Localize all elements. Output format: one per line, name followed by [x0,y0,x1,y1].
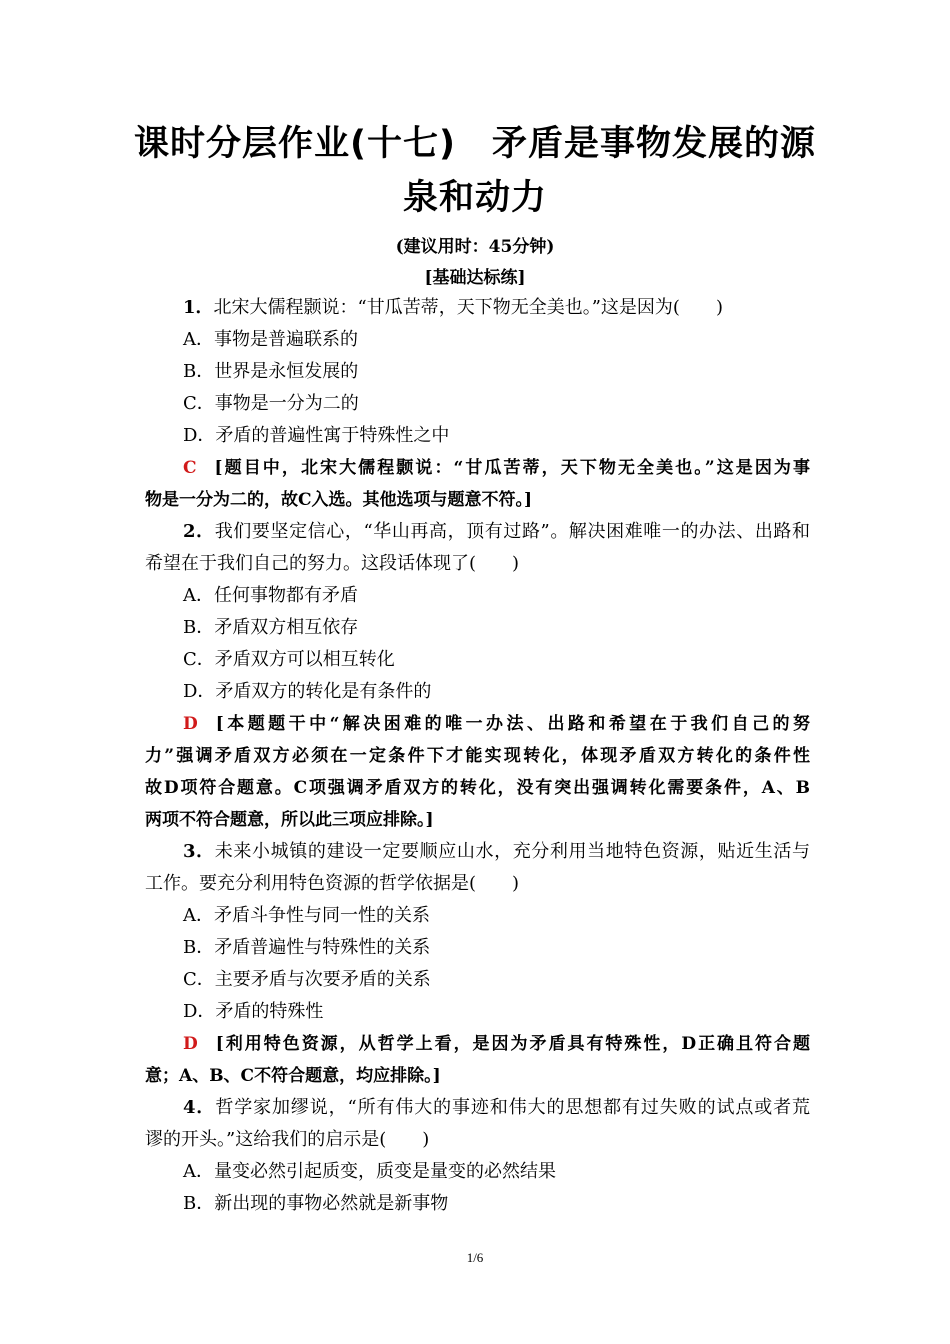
question-1-stem [183,296,810,320]
question-2-stem-line-1: 2．我们要坚定信心，“华山再高，顶有过路”。解决困难唯一的办法、出路和 [183,521,811,542]
question-2-explanation-line-1: D [本题题干中“解决困难的唯一办法、出路和希望在于我们自己的努 [183,714,810,734]
question-3-explanation-line-2: 意；A、B、C不符合题意，均应排除。] [145,1066,441,1086]
question-2-option-d: D．矛盾双方的转化是有条件的 [183,681,432,702]
question-2-explanation-line-2: 力”强调矛盾双方必须在一定条件下才能实现转化，体现矛盾双方转化的条件性 [145,746,810,766]
question-2-explanation-line-3: 故D项符合题意。C项强调矛盾双方的转化，没有突出强调转化需要条件，A、B [145,778,810,798]
suggested-time: (建议用时：45分钟) [395,237,555,257]
question-3-number: 3． [183,841,215,862]
question-1-explanation-line-2: 物是一分为二的，故C入选。其他选项与题意不符。] [145,490,533,510]
question-2-option-c: C．矛盾双方可以相互转化 [183,649,395,670]
question-1-text: 北宋大儒程颢说：“甘瓜苦蒂，天下物无全美也。”这是因为( ) [213,297,723,318]
question-4-stem-line-2: 谬的开头。”这给我们的启示是( ) [145,1129,430,1150]
question-1-number: 1． [183,297,214,318]
question-4-option-a: A．量变必然引起质变，质变是量变的必然结果 [183,1161,556,1182]
page-number: 1/6 [466,1250,484,1265]
question-1-explanation-line-1: C [题目中，北宋大儒程颢说：“甘瓜苦蒂，天下物无全美也。”这是因为事 [183,458,810,478]
question-2-option-b: B．矛盾双方相互依存 [183,617,359,638]
question-1-option-d: D．矛盾的普遍性寓于特殊性之中 [183,425,450,446]
question-1-answer: C [183,458,197,478]
question-3-option-a: A．矛盾斗争性与同一性的关系 [183,905,430,926]
question-1-option-a: A．事物是普遍联系的 [183,329,358,350]
question-3-stem-line-1: 3．未来小城镇的建设一定要顺应山水，充分利用当地特色资源，贴近生活与 [183,841,810,862]
section-heading: [基础达标练] [424,268,526,288]
question-3-answer: D [183,1034,198,1054]
question-4-option-b: B．新出现的事物必然就是新事物 [183,1193,449,1214]
question-2-number: 2． [183,521,215,542]
question-3-stem-line-2: 工作。要充分利用特色资源的哲学依据是( ) [145,873,520,894]
page-title-line-2: 泉和动力 [402,178,547,218]
question-3-explanation-line-1: D [利用特色资源，从哲学上看，是因为矛盾具有特殊性，D正确且符合题 [183,1034,810,1054]
question-2-answer: D [183,714,198,734]
page-title-line-1: 课时分层作业(十七) 矛盾是事物发展的源 [134,124,816,164]
question-2-option-a: A．任何事物都有矛盾 [183,585,358,606]
question-3-option-b: B．矛盾普遍性与特殊性的关系 [183,937,431,958]
question-3-option-c: C．主要矛盾与次要矛盾的关系 [183,969,431,990]
question-1-option-c: C．事物是一分为二的 [183,393,359,414]
question-2-stem-line-2: 希望在于我们自己的努力。这段话体现了( ) [145,553,520,574]
question-4-number: 4． [183,1097,216,1118]
question-1-option-b: B．世界是永恒发展的 [183,361,359,382]
question-4-stem-line-1: 4．哲学家加缪说，“所有伟大的事迹和伟大的思想都有过失败的试点或者荒 [183,1097,811,1118]
question-2-explanation-line-4: 两项不符合题意，所以此三项应排除。] [145,810,434,830]
question-3-option-d: D．矛盾的特殊性 [183,1001,324,1022]
